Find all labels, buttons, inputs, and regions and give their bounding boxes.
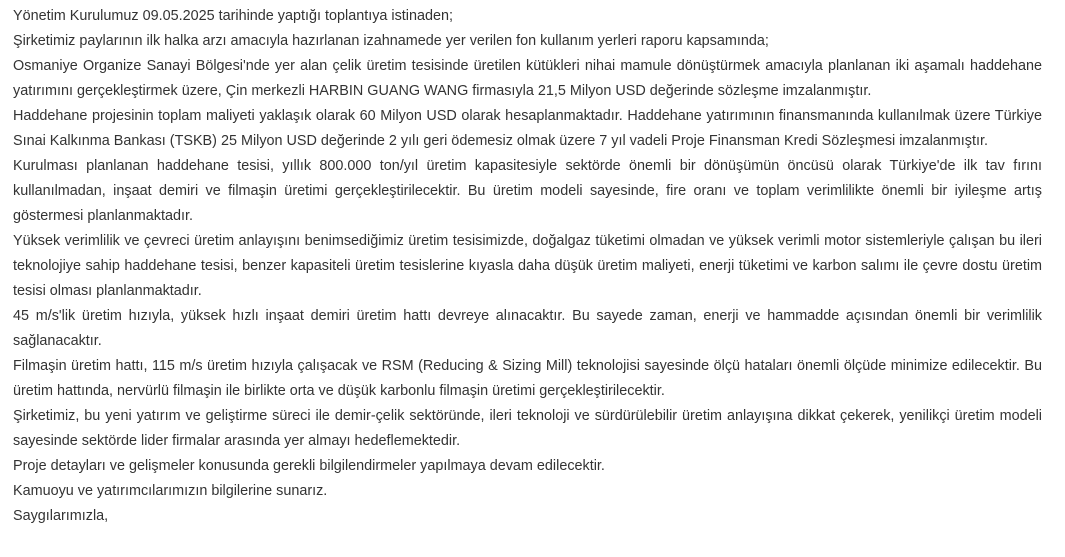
paragraph-contract: Osmaniye Organize Sanayi Bölgesi'nde yer alan çelik üretim tesisinde üretilen kütükleri nihai mamule dönüştürmek amacıyla planlanan iki aşamalı haddehane yatırımını gerçekleştirmek üzere, Çin merkezli HARBIN GUANG WANG firmasıyla 21,5 Milyon USD değerinde sözleşme imzalanmıştır. [13,58,1042,99]
paragraph-financing: Haddehane projesinin toplam maliyeti yaklaşık olarak 60 Milyon USD olarak hesaplanmaktadır. Haddehane yatırımının finansmanında kullanılmak üzere Türkiye Sınai Kalkınma Bankası (TSKB) 25 Milyon USD değerinde 2 yılı geri ödemesiz olmak üzere 7 yıl vadeli Proje Finansman Kredi Sözleşmesi imzalanmıştır. [13,108,1042,149]
paragraph-efficiency: Yüksek verimlilik ve çevreci üretim anlayışını benimsediğimiz üretim tesisimizde, doğalgaz tüketimi olmadan ve yüksek verimli motor sistemleriyle çalışan bu ileri teknolojiye sahip haddehane tesisi, benzer kapasiteli üretim tesislerine kıyasla daha düşük üretim maliyeti, enerji tüketimi ve karbon salımı ile çevre dostu üretim tesisi olması planlanmaktadır. [13,233,1042,299]
paragraph-rebar-line: 45 m/s'lik üretim hızıyla, yüksek hızlı inşaat demiri üretim hattı devreye alınacaktır. Bu sayede zaman, enerji ve hammadde açısından önemli bir verimlilik sağlanacaktır. [13,308,1042,349]
paragraph-updates: Proje detayları ve gelişmeler konusunda gerekli bilgilendirmeler yapılmaya devam edilecektir. [13,458,605,474]
paragraph-board-meeting: Yönetim Kurulumuz 09.05.2025 tarihinde yaptığı toplantıya istinaden; [13,8,453,24]
paragraph-wire-rod-line: Filmaşin üretim hattı, 115 m/s üretim hızıyla çalışacak ve RSM (Reducing & Sizing Mill) teknolojisi sayesinde ölçü hataları önemli ölçüde minimize edilecektir. Bu üretim hattında, nervürlü filmaşin ile birlikte orta ve düşük karbonlu filmaşin üretimi gerçekleştirilecektir. [13,358,1042,399]
paragraph-disclosure: Kamuoyu ve yatırımcılarımızın bilgilerine sunarız. [13,483,328,499]
paragraph-ipo-prospectus: Şirketimiz paylarının ilk halka arzı amacıyla hazırlanan izahnamede yer verilen fon kullanım yerleri raporu kapsamında; [13,33,769,49]
paragraph-closing: Saygılarımızla, [13,508,109,524]
paragraph-capacity: Kurulması planlanan haddehane tesisi, yıllık 800.000 ton/yıl üretim kapasitesiyle sektörde önemli bir dönüşümün öncüsü olarak Türkiye'de ilk tav fırını kullanılmadan, inşaat demiri ve filmaşin üretimi gerçekleştirilecektir. Bu üretim modeli sayesinde, fire oranı ve toplam verimlilikte önemli bir iyileşme artış göstermesi planlanmaktadır. [13,158,1042,224]
paragraph-strategy: Şirketimiz, bu yeni yatırım ve geliştirme süreci ile demir-çelik sektöründe, ileri teknoloji ve sürdürülebilir üretim anlayışına dikkat çekerek, yenilikçi üretim modeli sayesinde sektörde lider firmalar arasında yer almayı hedeflemektedir. [13,408,1042,449]
